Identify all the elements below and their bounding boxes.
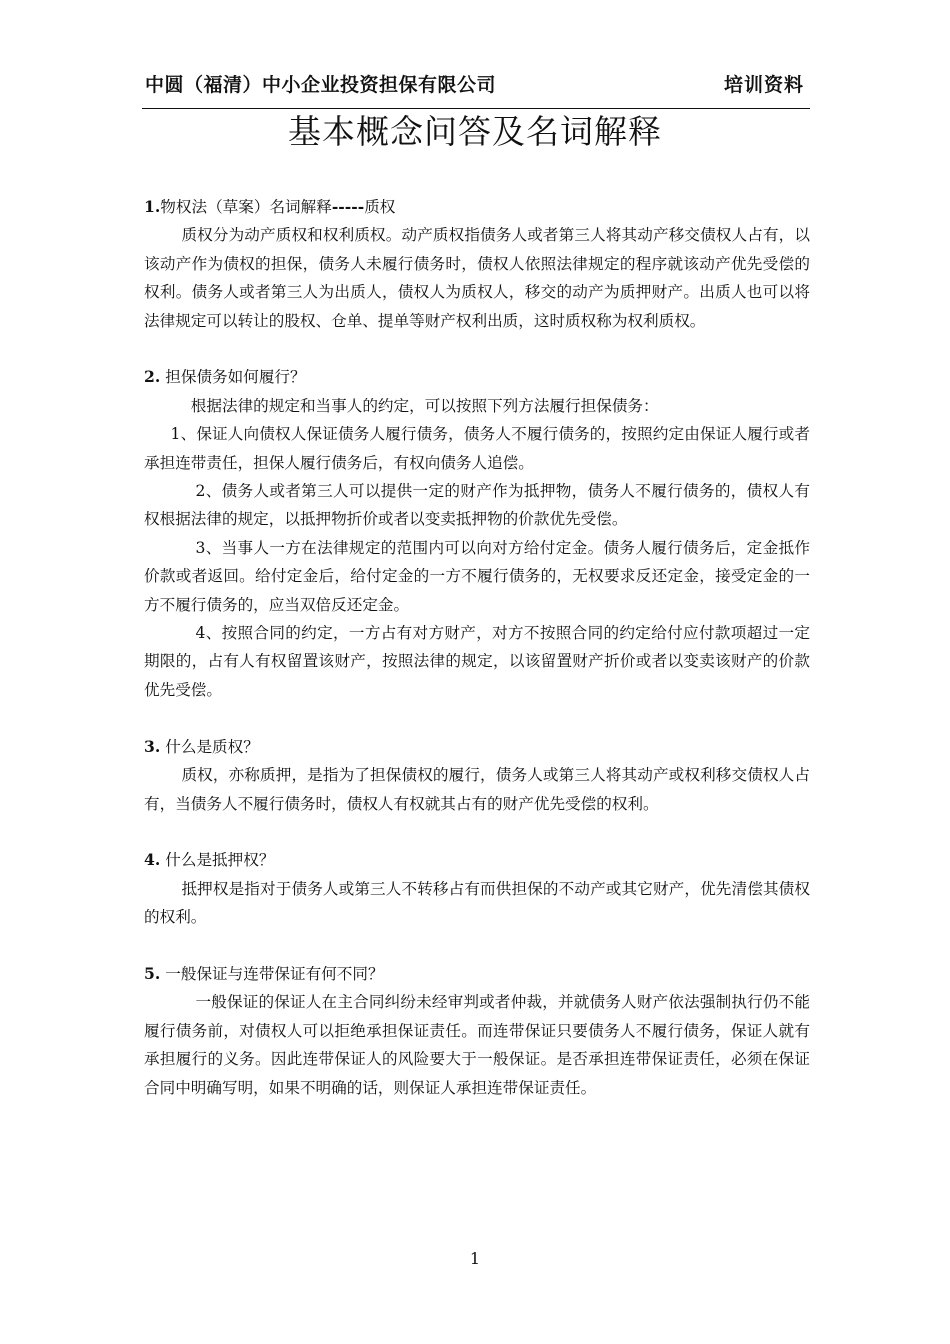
page-number: 1 xyxy=(469,1249,481,1268)
section-5-paragraph: 一般保证的保证人在主合同纠纷未经审判或者仲裁，并就债务人财产依法强制执行仍不能履行债务前，对债权人可以拒绝承担保证责任。而连带保证只要债务人不履行债务，保证人就有承担履行的义务。因此连带保证人的风险要大于一般保证。是否承担连带保证责任，必须在保证合同中明确写明，如果不明确的话，则保证人承担连带保证责任。 xyxy=(144,993,810,1097)
spacer xyxy=(144,818,810,846)
section-2-item-2: 2、债务人或者第三人可以提供一定的财产作为抵押物，债务人不履行债务的，债权人有权根据法律的规定，以抵押物折价或者以变卖抵押物的价款优先受偿。 xyxy=(144,482,810,529)
section-number: 5. xyxy=(144,963,161,983)
spacer xyxy=(144,932,810,960)
section-question: 物权法（草案）名词解释 xyxy=(160,198,332,216)
section-3-heading xyxy=(144,733,810,761)
section-question: 什么是抵押权？ xyxy=(165,851,275,870)
document-body xyxy=(144,193,810,1102)
section-question: 什么是质权？ xyxy=(165,737,259,756)
section-4-heading xyxy=(144,846,810,874)
section-1-heading xyxy=(144,193,810,221)
header-company-name: 中圆（福清）中小企业投资担保有限公司 xyxy=(145,74,497,96)
section-1-paragraph: 质权分为动产质权和权利质权。动产质权指债务人或者第三人将其动产移交债权人占有，以该动产作为债权的担保，债务人未履行债务时，债权人依照法律规定的程序就该动产优先受偿的权利。债务人或者第三人为出质人，债权人为质权人，移交的动产为质押财产。出质人也可以将法律规定可以转让的股权、仓单、提单等财产权利出质，这时质权称为权利质权。 xyxy=(144,226,810,330)
page-title: 基本概念问答及名词解释 xyxy=(288,112,662,151)
running-header xyxy=(145,70,810,100)
spacer xyxy=(144,704,810,732)
section-2-item-4: 4、按照合同的约定，一方占有对方财产，对方不按照合同的约定给付应付款项超过一定期限的，占有人有权留置该财产，按照法律的规定，以该留置财产折价或者以变卖该财产的价款优先受偿。 xyxy=(144,624,810,699)
section-number: 2. xyxy=(144,367,161,387)
section-4-paragraph: 抵押权是指对于债务人或第三人不转移占有而供担保的不动产或其它财产，优先清偿其债权的权利。 xyxy=(144,879,810,927)
spacer xyxy=(144,335,810,363)
section-question: 一般保证与连带保证有何不同？ xyxy=(165,964,384,983)
header-document-tag: 培训资料 xyxy=(723,74,804,96)
section-number: 4. xyxy=(144,850,161,870)
section-number: 1. xyxy=(144,197,161,216)
section-number: 3. xyxy=(144,736,161,756)
section-2-intro: 根据法律的规定和当事人的约定，可以按照下列方法履行担保债务： xyxy=(190,396,659,415)
section-2-item-1: 1、保证人向债权人保证债务人履行债务，债务人不履行债务的，按照约定由保证人履行或者承担连带责任，担保人履行债务后，有权向债务人追偿。 xyxy=(144,425,810,472)
section-5-heading xyxy=(144,960,810,988)
section-dashes: ----- xyxy=(331,197,365,216)
section-2-heading xyxy=(144,363,810,391)
section-question-tail: 质权 xyxy=(364,198,396,216)
section-2-item-3: 3、当事人一方在法律规定的范围内可以向对方给付定金。债务人履行债务后，定金抵作价款或者返回。给付定金后，给付定金的一方不履行债务的，无权要求反还定金，接受定金的一方不履行债务的，应当双倍反还定金。 xyxy=(144,538,810,614)
section-3-paragraph: 质权，亦称质押，是指为了担保债权的履行，债务人或第三人将其动产或权利移交债权人占有，当债务人不履行债务时，债权人有权就其占有的财产优先受偿的权利。 xyxy=(144,766,810,813)
section-question: 担保债务如何履行？ xyxy=(165,368,306,387)
